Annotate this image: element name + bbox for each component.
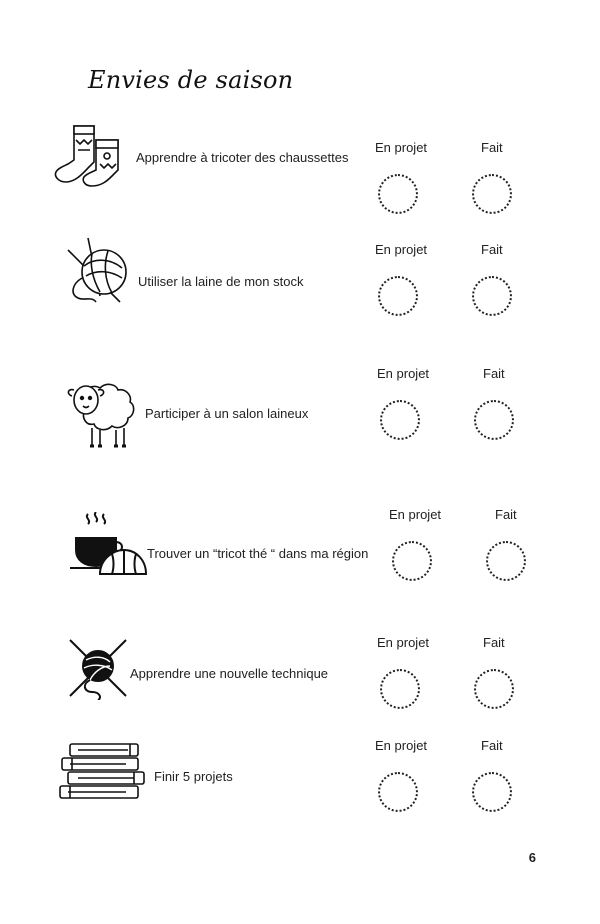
tea-croissant-icon xyxy=(68,512,148,580)
checkbox-en-projet[interactable] xyxy=(378,276,418,316)
col-label-en-projet: En projet xyxy=(375,738,428,753)
socks-icon xyxy=(52,122,124,190)
col-label-en-projet: En projet xyxy=(377,635,430,650)
col-label-fait: Fait xyxy=(483,635,505,650)
checkbox-fait[interactable] xyxy=(472,276,512,316)
col-label-fait: Fait xyxy=(481,140,503,155)
checkbox-fait[interactable] xyxy=(472,772,512,812)
checkbox-fait[interactable] xyxy=(472,174,512,214)
yarn-crossed-needles-icon xyxy=(66,636,130,700)
books-stack-icon xyxy=(58,742,150,808)
col-label-fait: Fait xyxy=(481,242,503,257)
item-label: Utiliser la laine de mon stock xyxy=(138,274,304,289)
col-label-fait: Fait xyxy=(483,366,505,381)
checkbox-en-projet[interactable] xyxy=(378,772,418,812)
page-title: Envies de saison xyxy=(88,66,294,94)
checkbox-en-projet[interactable] xyxy=(380,400,420,440)
page-number: 6 xyxy=(528,850,536,865)
col-label-fait: Fait xyxy=(481,738,503,753)
item-label: Apprendre à tricoter des chaussettes xyxy=(136,150,349,165)
checkbox-en-projet[interactable] xyxy=(380,669,420,709)
col-label-en-projet: En projet xyxy=(375,140,428,155)
col-label-en-projet: En projet xyxy=(377,366,430,381)
checkbox-fait[interactable] xyxy=(474,669,514,709)
checkbox-fait[interactable] xyxy=(486,541,526,581)
sheep-icon xyxy=(64,376,140,450)
checkbox-en-projet[interactable] xyxy=(378,174,418,214)
col-label-en-projet: En projet xyxy=(389,507,442,522)
checkbox-en-projet[interactable] xyxy=(392,541,432,581)
yarn-ball-needles-icon xyxy=(64,236,138,308)
checkbox-fait[interactable] xyxy=(474,400,514,440)
item-label: Trouver un “tricot thé “ dans ma région xyxy=(147,546,369,561)
item-label: Apprendre une nouvelle technique xyxy=(130,666,329,681)
col-label-en-projet: En projet xyxy=(375,242,428,257)
col-label-fait: Fait xyxy=(495,507,517,522)
item-label: Finir 5 projets xyxy=(154,769,233,784)
item-label: Participer à un salon laineux xyxy=(145,406,309,421)
